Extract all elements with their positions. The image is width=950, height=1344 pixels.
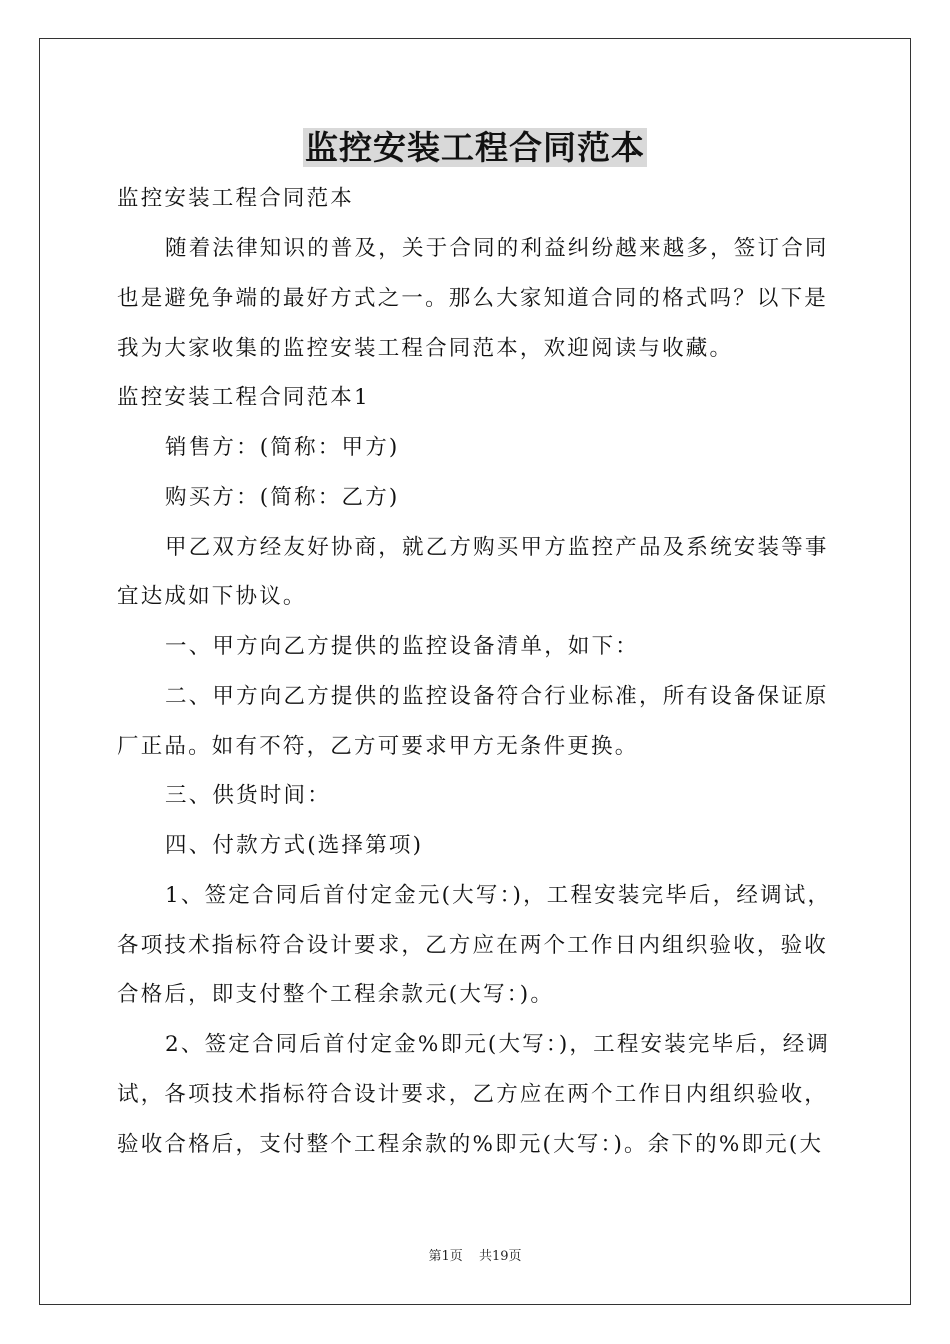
paragraph-line: 厂正品。如有不符，乙方可要求甲方无条件更换。 bbox=[117, 734, 639, 759]
section-heading: 监控安装工程合同范本1 bbox=[117, 385, 370, 410]
paragraph-line: 也是避免争端的最好方式之一。那么大家知道合同的格式吗？以下是 bbox=[117, 286, 829, 311]
clause-line: 一、甲方向乙方提供的监控设备清单，如下： bbox=[165, 634, 640, 659]
clause-line: 二、甲方向乙方提供的监控设备符合行业标准，所有设备保证原 bbox=[165, 684, 829, 709]
page-footer bbox=[0, 1248, 950, 1266]
seller-line: 销售方：(简称：甲方) bbox=[165, 435, 400, 460]
clause-line: 四、付款方式(选择第项) bbox=[165, 833, 424, 858]
document-title-text: 监控安装工程合同范本 bbox=[305, 128, 645, 167]
paragraph-line: 试，各项技术指标符合设计要求，乙方应在两个工作日内组织验收， bbox=[117, 1082, 829, 1107]
paragraph-line: 合格后，即支付整个工程余款元(大写：)。 bbox=[117, 982, 555, 1007]
paragraph-line: 甲乙双方经友好协商，就乙方购买甲方监控产品及系统安装等事 bbox=[165, 535, 829, 560]
page-number: 第1页 bbox=[428, 1249, 463, 1264]
paragraph-line: 随着法律知识的普及，关于合同的利益纠纷越来越多，签订合同 bbox=[165, 236, 829, 261]
document-title bbox=[0, 126, 950, 170]
clause-line: 1、签定合同后首付定金元(大写：)，工程安装完毕后，经调试， bbox=[165, 883, 832, 908]
page-total: 共19页 bbox=[478, 1249, 522, 1264]
buyer-line: 购买方：(简称：乙方) bbox=[165, 485, 400, 510]
paragraph-line: 我为大家收集的监控安装工程合同范本，欢迎阅读与收藏。 bbox=[117, 336, 734, 361]
paragraph-line: 验收合格后，支付整个工程余款的%即元(大写：)。余下的%即元(大 bbox=[117, 1132, 824, 1157]
page-border bbox=[39, 38, 911, 1305]
clause-line: 2、签定合同后首付定金%即元(大写：)，工程安装完毕后，经调 bbox=[165, 1032, 831, 1057]
clause-line: 三、供货时间： bbox=[165, 783, 331, 808]
document-subtitle: 监控安装工程合同范本 bbox=[117, 186, 355, 211]
paragraph-line: 各项技术指标符合设计要求，乙方应在两个工作日内组织验收，验收 bbox=[117, 933, 829, 958]
paragraph-line: 宜达成如下协议。 bbox=[117, 584, 307, 609]
